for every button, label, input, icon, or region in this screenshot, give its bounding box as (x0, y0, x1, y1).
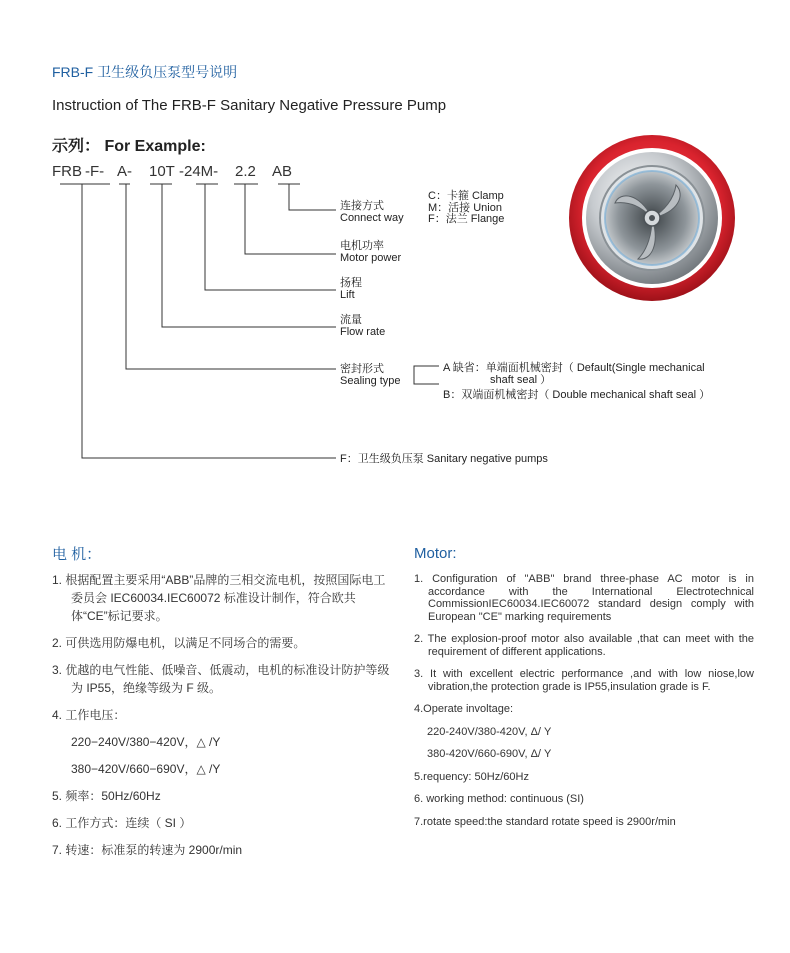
callout-power-cn: 电机功率 (340, 240, 384, 252)
model-code-flow: 10T (149, 163, 175, 180)
motor-list-cn (52, 571, 392, 868)
motor-heading-en: Motor: (414, 545, 457, 562)
callout-flow-en: Flow rate (340, 326, 386, 338)
connect-option-clamp: C：卡箍 Clamp (428, 190, 504, 202)
leader-connect (289, 184, 336, 210)
motor-en-item-4: 4.Operate involtage: (414, 703, 514, 715)
callout-lift-cn: 扬程 (340, 277, 362, 289)
leader-family (82, 184, 336, 458)
seal-options-bracket (414, 366, 439, 384)
motor-en-voltage-1: 220-240V/380-420V, Δ/ Y (427, 725, 552, 738)
model-code-frb: FRB (52, 163, 82, 180)
motor-cn-item-2: 2. 可供选用防爆电机，以满足不同场合的需要。 (52, 636, 306, 650)
motor-cn-voltage-2: 380−420V/660−690V，△ /Y (71, 762, 221, 776)
model-code-connect: AB (272, 163, 293, 180)
example-label: 示列： For Example: (52, 138, 206, 155)
motor-cn-item-7: 7. 转速：标准泵的转速为 2900r/min (52, 843, 243, 857)
callout-power (340, 240, 401, 264)
seal-option-b: B：双端面机械密封（ Double mechanical shaft seal ） (443, 389, 711, 401)
model-code-power: 2.2 (235, 163, 256, 180)
model-code-lift: -24M- (179, 163, 219, 180)
callout-family: F：卫生级负压泵 Sanitary negative pumps (340, 453, 548, 465)
motor-cn-item-5: 5. 频率：50Hz/60Hz (52, 789, 161, 803)
callout-connect-cn: 连接方式 (340, 200, 384, 212)
motor-cn-item-3: 3. 优越的电气性能、低噪音、低震动，电机的标准设计防护等级为 IP55，绝缘等级为 F 级。 (52, 663, 390, 695)
callout-power-en: Motor power (340, 252, 402, 264)
motor-cn-item-4: 4. 工作电压： (52, 708, 126, 722)
callout-sealing-en: Sealing type (340, 375, 401, 387)
callout-sealing-cn: 密封形式 (340, 363, 384, 375)
callout-flow (340, 314, 385, 338)
motor-en-item-5: 5.requency: 50Hz/60Hz (414, 770, 529, 783)
motor-en-item-7: 7.rotate speed:the standard rotate speed is 2900r/min (414, 815, 676, 828)
motor-en-item-3: 3. It with excellent electric performance ,and with low niose,low vibration,the protection grade is IP55,insulation grade is F. (414, 668, 754, 693)
connect-option-flange: F：法兰 Flange (428, 213, 505, 225)
motor-cn-voltage-1: 220−240V/380−420V，△ /Y (71, 735, 221, 749)
model-code-seal: A- (117, 163, 132, 180)
motor-en-item-6: 6. working method: continuous (SI) (414, 793, 584, 805)
motor-en-voltage-2: 380-420V/660-690V, Δ/ Y (427, 748, 552, 760)
motor-en-item-2: 2. The explosion-proof motor also available ,that can meet with the requirement of different applications. (414, 633, 754, 658)
connect-option-union: M：活接 Union (428, 201, 502, 214)
motor-en-item-1: 1. Configuration of "ABB" brand three-phase AC motor is in accordance with the International Electrotechnical CommissionIEC60034.IEC60072 standard design comply with European "CE" marking requirements (414, 573, 754, 623)
seal-option-a-line2: shaft seal ） (490, 373, 552, 386)
seal-option-a-line1: A 缺省：单端面机械密封（ Default(Single mechanical (443, 362, 705, 374)
callout-connect (340, 200, 404, 224)
motor-cn-item-6: 6. 工作方式：连续（ SI ） (52, 816, 192, 830)
callout-connect-en: Connect way (340, 212, 404, 224)
callout-lift-en: Lift (340, 289, 355, 301)
leader-power (245, 184, 336, 254)
callout-sealing (340, 363, 401, 387)
motor-heading-cn: 电 机： (52, 546, 102, 563)
model-code-f: -F- (85, 163, 105, 180)
leader-flow (162, 184, 336, 327)
leader-lift (205, 184, 336, 290)
connect-options (428, 191, 504, 226)
seal-option-a (443, 363, 705, 386)
callout-flow-cn: 流量 (340, 314, 362, 326)
motor-list-en (414, 573, 754, 838)
page-title-en: Instruction of The FRB-F Sanitary Negative Pressure Pump (52, 97, 447, 114)
pump-photo (560, 133, 745, 303)
callout-lift (340, 277, 362, 301)
leader-sealing (126, 184, 336, 369)
motor-cn-item-1: 1. 根据配置主要采用“ABB”品牌的三相交流电机，按照国际电工委员会 IEC60034.IEC60072 标准设计制作，符合欧共体“CE”标记要求。 (52, 573, 386, 623)
page-title-cn: FRB-F 卫生级负压泵型号说明 (52, 64, 238, 80)
